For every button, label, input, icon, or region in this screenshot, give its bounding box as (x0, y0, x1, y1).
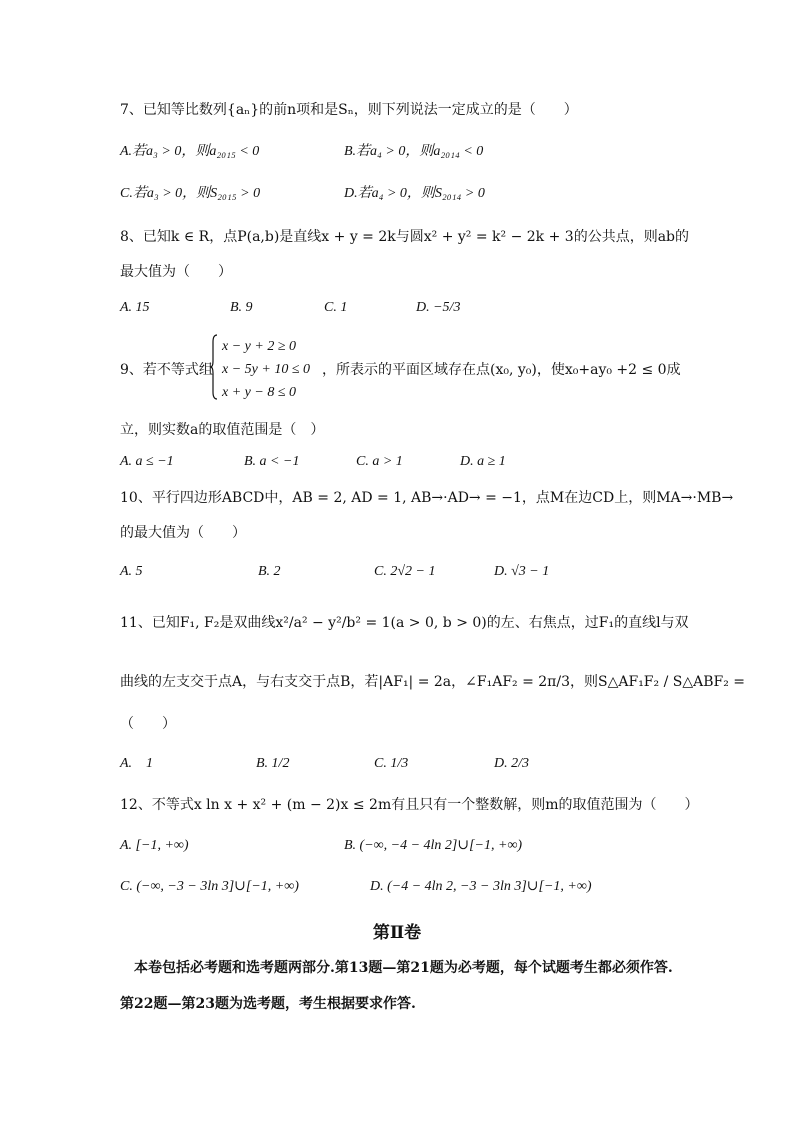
q9-inequality-2: x − 5y + 10 ≤ 0 (222, 362, 311, 377)
q10-option-d: D. √3 − 1 (494, 564, 550, 579)
q9-stem-prefix: 9、若不等式组 (120, 362, 213, 378)
q11-option-d: D. 2/3 (494, 756, 529, 771)
q11-stem-parentheses: （ ） (120, 716, 176, 732)
q8-option-c: C. 1 (324, 300, 348, 315)
q10-option-b: B. 2 (258, 564, 281, 579)
q10-option-c: C. 2√2 − 1 (374, 564, 436, 579)
section-intro-line-2: 第22题—第23题为选考题，考生根据要求作答. (120, 996, 416, 1012)
q7-option-a: A.若a₃ > 0，则a₂₀₁₅ < 0 (120, 144, 260, 159)
q11-option-c: C. 1/3 (374, 756, 409, 771)
q11-stem-continued: 曲线的左支交于点A，与右支交于点B，若|AF₁| = 2a，∠F₁AF₂ = 2π/3，则S△AF₁F₂ / S△ABF₂ = (120, 674, 746, 690)
q10-stem-continued: 的最大值为（ ） (120, 525, 246, 541)
q9-option-a: A. a ≤ −1 (120, 454, 174, 469)
q9-option-b: B. a < −1 (244, 454, 300, 469)
section-intro-line-1: 本卷包括必考题和选考题两部分.第13题—第21题为必考题，每个试题考生都必须作答. (134, 960, 673, 976)
q7-stem: 7、已知等比数列{aₙ}的前n项和是Sₙ，则下列说法一定成立的是（ ） (120, 102, 578, 118)
q11-option-a: A. 1 (120, 756, 154, 771)
q11-option-b: B. 1/2 (256, 756, 290, 771)
q12-option-c: C. (−∞, −3 − 3ln 3]∪[−1, +∞) (120, 879, 299, 894)
q8-option-d: D. −5/3 (416, 300, 461, 315)
q8-option-b: B. 9 (230, 300, 253, 315)
q10-option-a: A. 5 (120, 564, 143, 579)
section-title: 第Ⅱ卷 (372, 923, 422, 943)
q7-option-c: C.若a₃ > 0，则S₂₀₁₅ > 0 (120, 186, 261, 201)
q8-stem: 8、已知k ∈ R，点P(a,b)是直线x + y = 2k与圆x² + y² = k² − 2k + 3的公共点，则ab的 (120, 229, 690, 245)
q9-stem-middle: ，所表示的平面区域存在点(x₀, y₀)，使x₀+ay₀ +2 ≤ 0成 (322, 362, 681, 378)
q9-inequality-1: x − y + 2 ≥ 0 (222, 339, 297, 354)
q12-option-a: A. [−1, +∞) (120, 838, 189, 853)
q12-option-b: B. (−∞, −4 − 4ln 2]∪[−1, +∞) (344, 838, 523, 853)
q8-option-a: A. 15 (120, 300, 150, 315)
q9-option-c: C. a > 1 (356, 454, 403, 469)
q9-option-d: D. a ≥ 1 (460, 454, 506, 469)
q11-stem: 11、已知F₁, F₂是双曲线x²/a² − y²/b² = 1(a > 0, b > 0)的左、右焦点，过F₁的直线l与双 (120, 615, 689, 631)
q12-option-d: D. (−4 − 4ln 2, −3 − 3ln 3]∪[−1, +∞) (370, 879, 592, 894)
q8-stem-continued: 最大值为（ ） (120, 264, 232, 280)
q10-stem: 10、平行四边形ABCD中，AB = 2, AD = 1, AB→·AD→ = −1，点M在边CD上，则MA→·MB→ (120, 490, 734, 506)
q9-inequality-3: x + y − 8 ≤ 0 (222, 385, 297, 400)
q12-stem: 12、不等式x ln x + x² + (m − 2)x ≤ 2m有且只有一个整数解，则m的取值范围为（ ） (120, 797, 699, 813)
q7-option-b: B.若a₄ > 0，则a₂₀₁₄ < 0 (344, 144, 484, 159)
q7-option-d: D.若a₄ > 0，则S₂₀₁₄ > 0 (344, 186, 485, 201)
q9-stem-continued: 立，则实数a的取值范围是（ ） (120, 422, 325, 438)
